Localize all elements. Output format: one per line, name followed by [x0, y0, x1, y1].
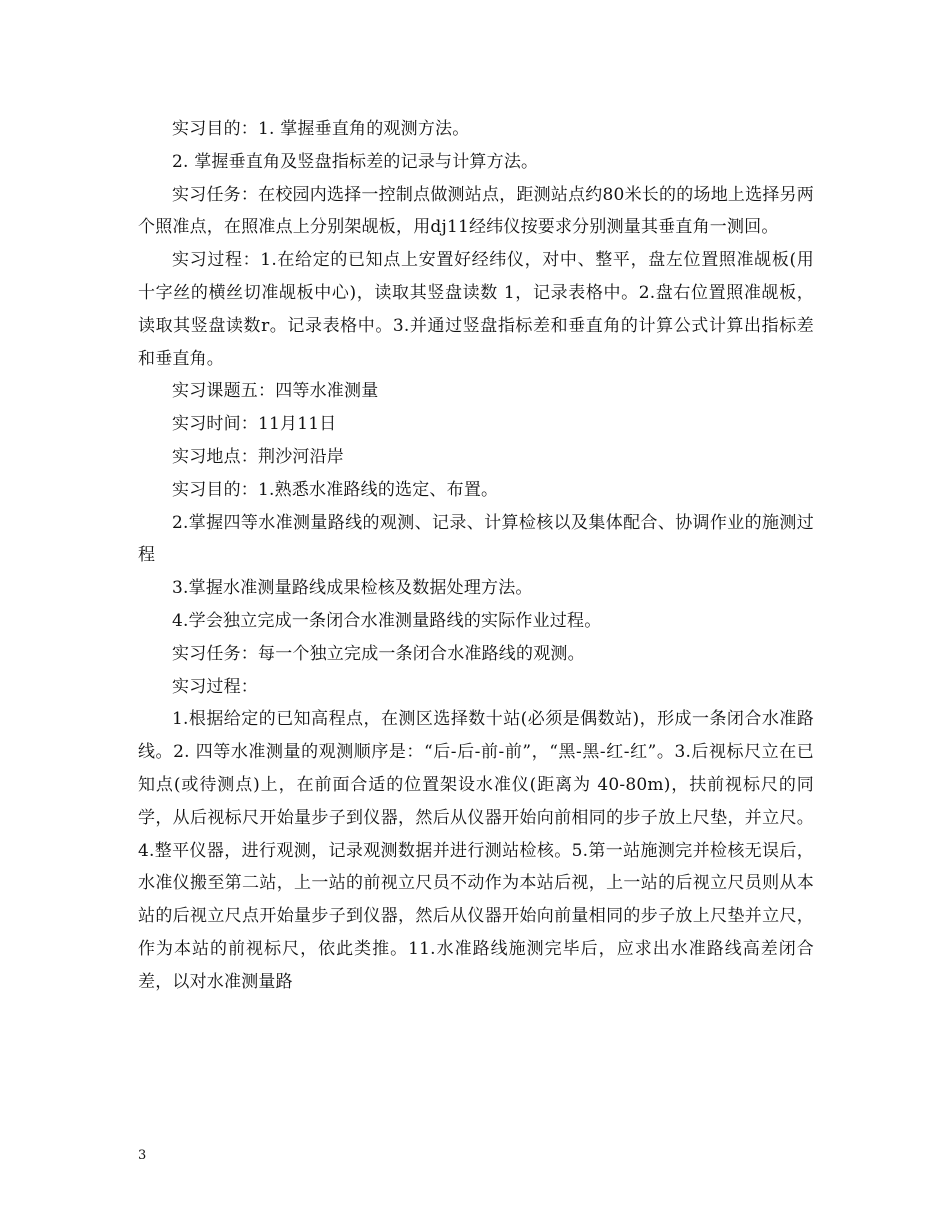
- paragraph-goal-1: 实习目的：1.熟悉水准路线的选定、布置。: [172, 479, 499, 500]
- paragraph-location: 实习地点：荆沙河沿岸: [172, 446, 344, 467]
- paragraph-process-steps: 1.根据给定的已知高程点，在测区选择数十站(必须是偶数站)，形成一条闭合水准路线。2. 四等水准测量的观测顺序是：“后-后-前-前”，“黑-黑-红-红”。3.后视标尺立在已知点(或待测点)上，在前面合适的位置架设水准仪(距离为 40-80m)，扶前视标尺的同学，从后视标尺开始量步子到仪器，然后从仪器开始向前相同的步子放上尺垫，并立尺。4.整平仪器，进行观测，记录观测数据并进行测站检核。5.第一站施测完并检核无误后，水准仪搬至第二站，上一站的前视立尺员不动作为本站后视，上一站的后视立尺员则从本站的后视立尺点开始量步子到仪器，然后从仪器开始向前量相同的步子放上尺垫并立尺，作为本站的前视标尺，依此类推。11.水准路线施测完毕后，应求出水准路线高差闭合差，以对水准测量路: [138, 709, 814, 992]
- paragraph-goal-2: 2.掌握四等水准测量路线的观测、记录、计算检核以及集体配合、协调作业的施测过程: [138, 512, 814, 566]
- paragraph-task-leveling: 实习任务：每一个独立完成一条闭合水准路线的观测。: [172, 643, 585, 664]
- paragraph-goal-4: 4.学会独立完成一条闭合水准测量路线的实际作业过程。: [172, 610, 602, 631]
- page-number: 3: [138, 1148, 147, 1163]
- paragraph-objective-1: 实习目的：1. 掌握垂直角的观测方法。: [172, 119, 470, 139]
- paragraph-objective-2: 2. 掌握垂直角及竖盘指标差的记录与计算方法。: [172, 151, 539, 172]
- paragraph-task: 实习任务：在校园内选择一控制点做测站点，距测站点约80米长的的场地上选择另两个照准点，在照准点上分别架觇板，用dj11经纬仪按要求分别测量其垂直角一测回。: [138, 184, 814, 238]
- paragraph-time: 实习时间：11月11日: [172, 414, 337, 435]
- paragraph-topic-title: 实习课题五：四等水准测量: [172, 381, 379, 402]
- paragraph-goal-3: 3.掌握水准测量路线成果检核及数据处理方法。: [172, 578, 533, 599]
- document-body: [138, 113, 814, 999]
- paragraph-process: 实习过程：1.在给定的已知点上安置好经纬仪，对中、整平，盘左位置照准觇板(用十字丝的横丝切准觇板中心)，读取其竖盘读数 1，记录表格中。2.盘右位置照准觇板，读取其竖盘读数r。记录表格中。3.并通过竖盘指标差和垂直角的计算公式计算出指标差和垂直角。: [138, 250, 814, 369]
- paragraph-process-heading: 实习过程：: [172, 676, 258, 697]
